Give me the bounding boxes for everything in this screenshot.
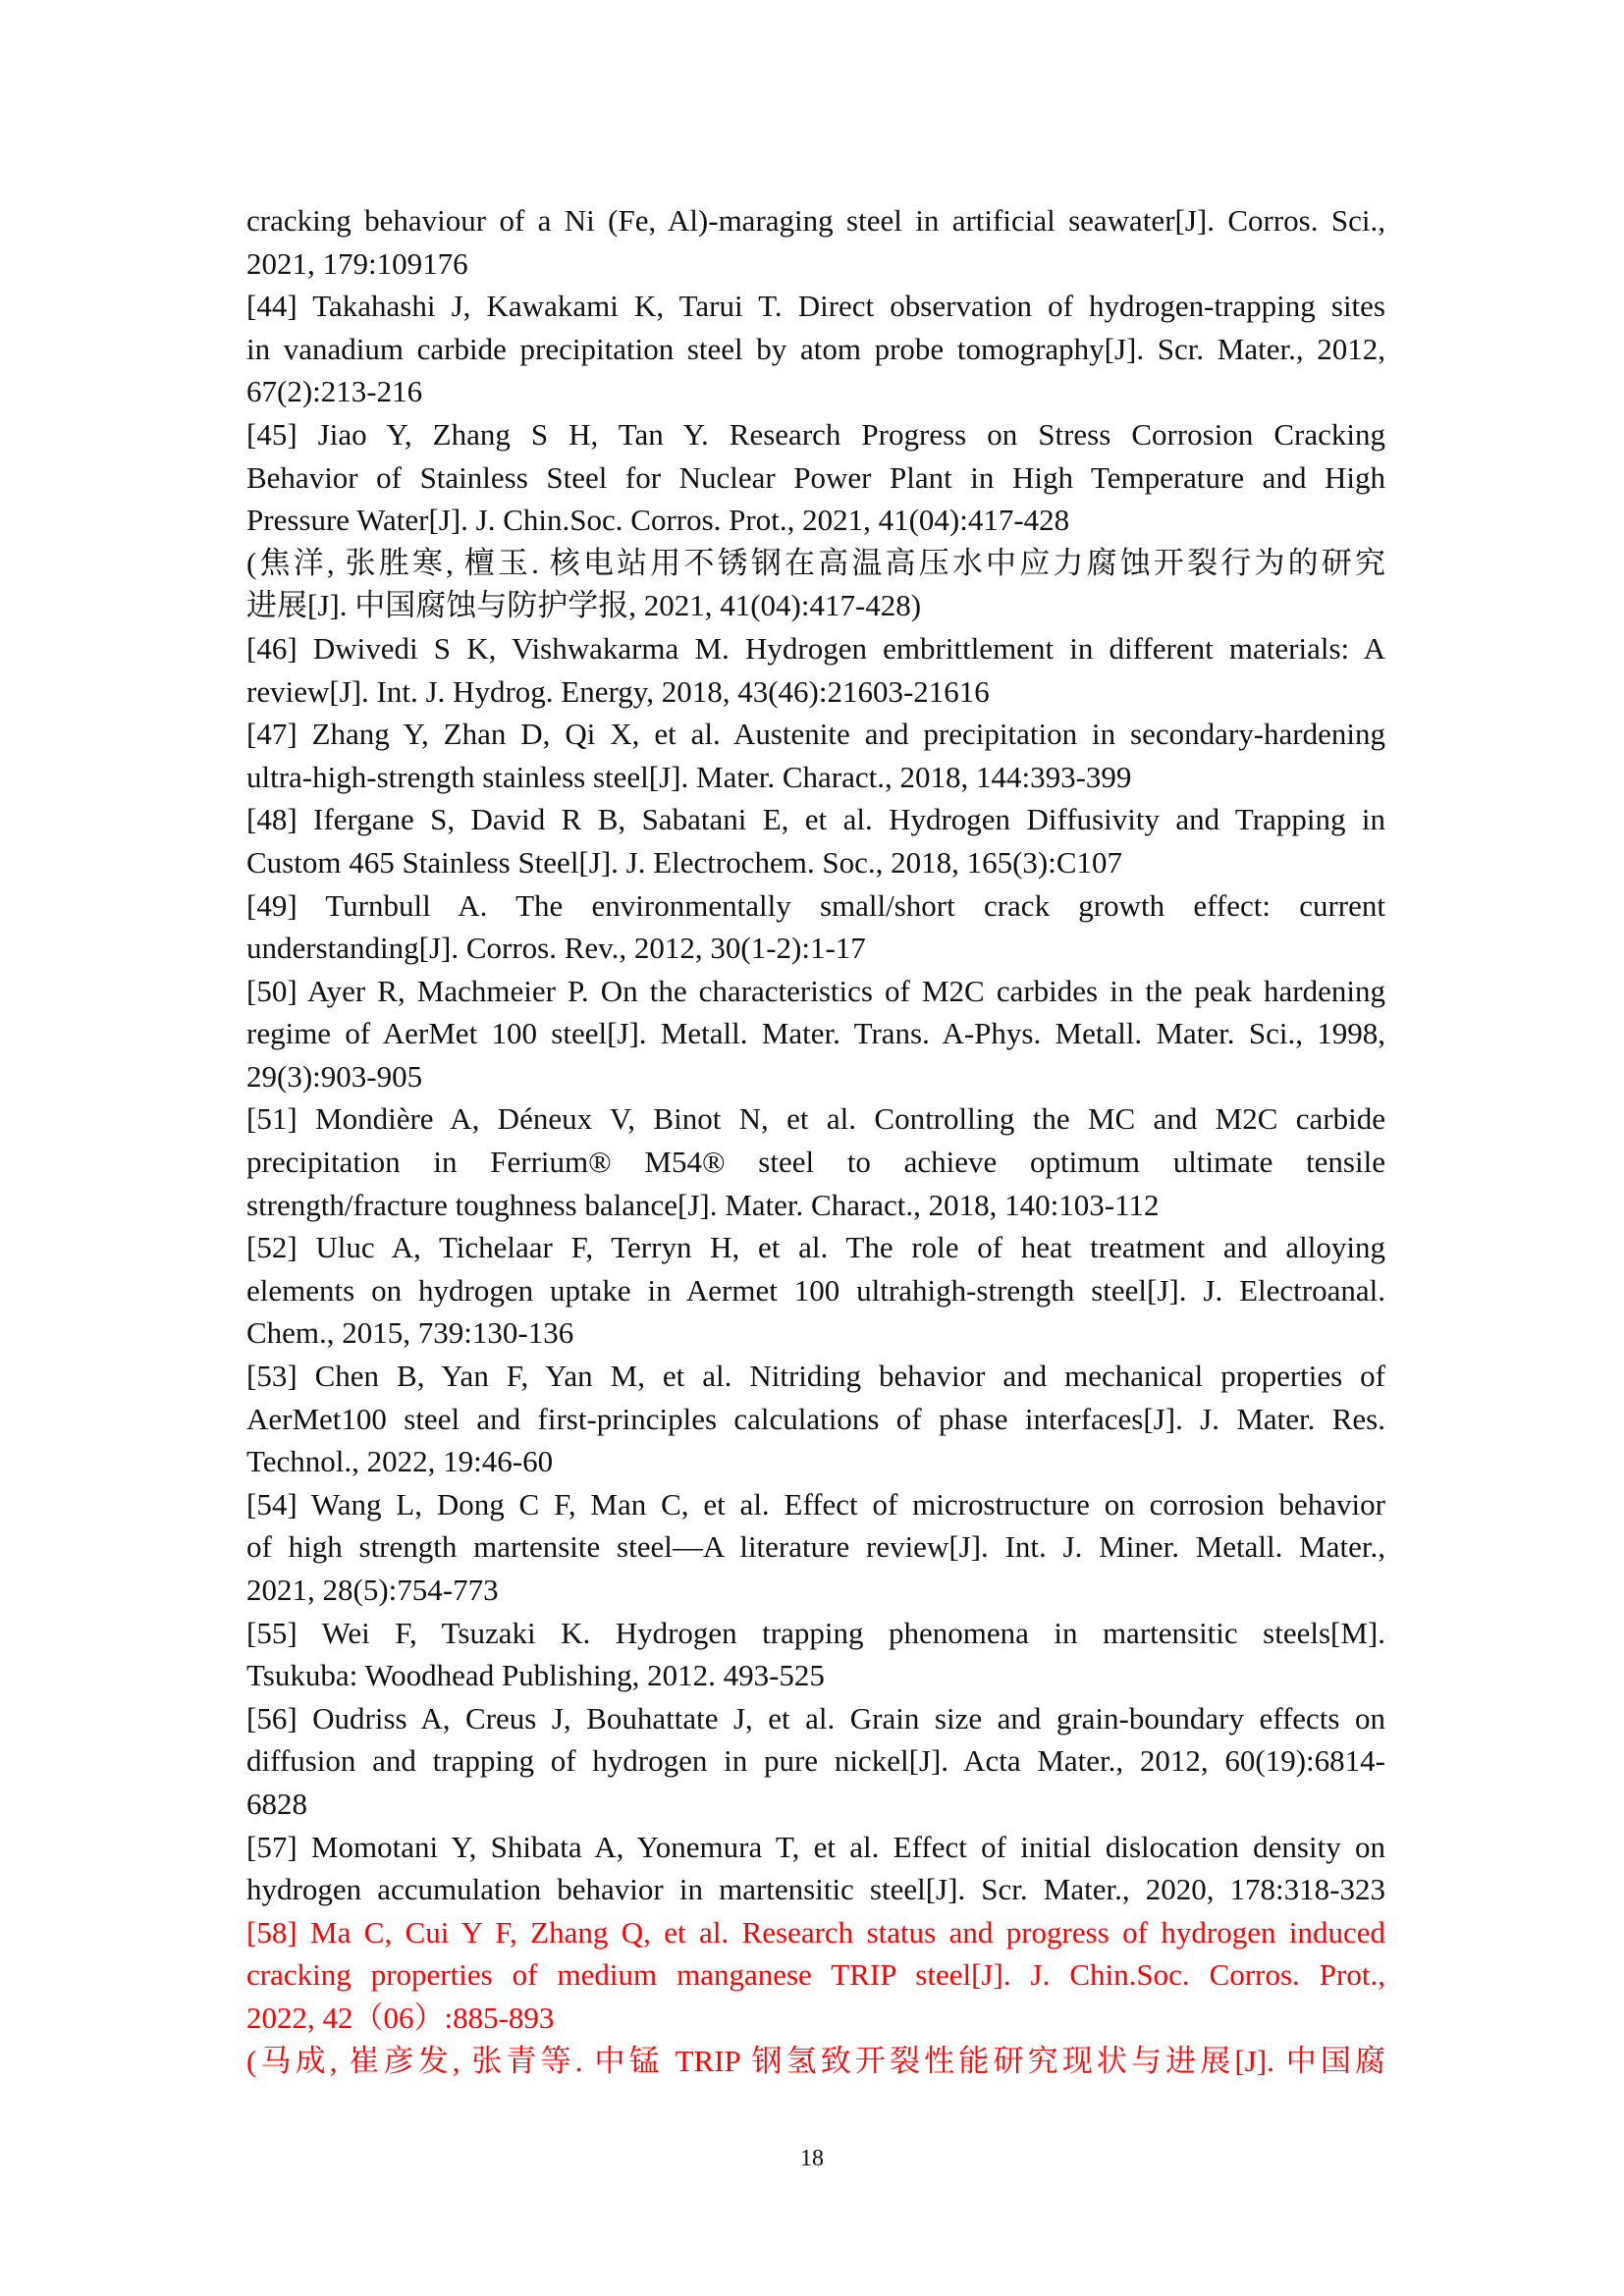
reference-line: [44] Takahashi J, Kawakami K, Tarui T. Direct observation of hydrogen-trapping sites bbox=[246, 289, 1385, 324]
reference-line: regime of AerMet 100 steel[J]. Metall. Mater. Trans. A-Phys. Metall. Mater. Sci., 1998, bbox=[246, 1016, 1385, 1051]
reference-line: [48] Ifergane S, David R B, Sabatani E, et al. Hydrogen Diffusivity and Trapping in bbox=[246, 802, 1385, 837]
reference-line: precipitation in Ferrium® M54® steel to achieve optimum ultimate tensile bbox=[246, 1145, 1385, 1180]
reference-line: 2021, 28(5):754-773 bbox=[246, 1573, 499, 1607]
reference-line: understanding[J]. Corros. Rev., 2012, 30(1-2):1-17 bbox=[246, 931, 866, 966]
reference-line: [55] Wei F, Tsuzaki K. Hydrogen trapping phenomena in martensitic steels[M]. bbox=[246, 1615, 1385, 1650]
reference-line: hydrogen accumulation behavior in martensitic steel[J]. Scr. Mater., 2020, 178:318-323 bbox=[246, 1872, 1385, 1907]
reference-line: cracking behaviour of a Ni (Fe, Al)-maraging steel in artificial seawater[J]. Corros. Sci., bbox=[246, 203, 1385, 238]
reference-line: [51] Mondière A, Déneux V, Binot N, et al. Controlling the MC and M2C carbide bbox=[246, 1101, 1385, 1137]
reference-line: Custom 465 Stainless Steel[J]. J. Electrochem. Soc., 2018, 165(3):C107 bbox=[246, 844, 1123, 880]
reference-line: in vanadium carbide precipitation steel by atom probe tomography[J]. Scr. Mater., 2012, bbox=[246, 331, 1385, 366]
reference-line: review[J]. Int. J. Hydrog. Energy, 2018, 43(46):21603-21616 bbox=[246, 673, 990, 709]
reference-line: 29(3):903-905 bbox=[246, 1058, 423, 1094]
reference-line: [50] Ayer R, Machmeier P. On the characteristics of M2C carbides in the peak hardening bbox=[246, 973, 1385, 1008]
reference-line: [56] Oudriss A, Creus J, Bouhattate J, et al. Grain size and grain-boundary effects on bbox=[246, 1700, 1385, 1735]
reference-line: Chem., 2015, 739:130-136 bbox=[246, 1315, 574, 1351]
reference-line: [46] Dwivedi S K, Vishwakarma M. Hydrogen embrittlement in different materials: A bbox=[246, 630, 1385, 666]
reference-line: [49] Turnbull A. The environmentally small/short crack growth effect: current bbox=[246, 887, 1385, 923]
page-number: 18 bbox=[800, 2146, 824, 2171]
reference-line: 67(2):213-216 bbox=[246, 374, 423, 409]
highlighted-reference-line: [58] Ma C, Cui Y F, Zhang Q, et al. Research status and progress of hydrogen induced bbox=[246, 1914, 1385, 1949]
reference-list bbox=[246, 199, 1385, 2082]
reference-line: Technol., 2022, 19:46-60 bbox=[246, 1444, 554, 1479]
reference-line: 6828 bbox=[246, 1786, 307, 1821]
reference-line: of high strength martensite steel—A literature review[J]. Int. J. Miner. Metall. Mater., bbox=[246, 1529, 1385, 1565]
highlighted-reference-line: (马成, 崔彦发, 张青等. 中锰 TRIP 钢氢致开裂性能研究现状与进展[J]. 中国腐 bbox=[246, 2043, 1385, 2078]
highlighted-reference-line: cracking properties of medium manganese TRIP steel[J]. J. Chin.Soc. Corros. Prot., bbox=[246, 1957, 1385, 1993]
reference-line: Pressure Water[J]. J. Chin.Soc. Corros. Prot., 2021, 41(04):417-428 bbox=[246, 503, 1070, 538]
reference-line: [54] Wang L, Dong C F, Man C, et al. Effect of microstructure on corrosion behavior bbox=[246, 1486, 1385, 1522]
reference-line: [45] Jiao Y, Zhang S H, Tan Y. Research Progress on Stress Corrosion Cracking bbox=[246, 416, 1385, 452]
reference-line: 进展[J]. 中国腐蚀与防护学报, 2021, 41(04):417-428) bbox=[246, 588, 922, 623]
reference-line: (焦洋, 张胜寒, 檀玉. 核电站用不锈钢在高温高压水中应力腐蚀开裂行为的研究 bbox=[246, 545, 1385, 580]
reference-line: elements on hydrogen uptake in Aermet 100 ultrahigh-strength steel[J]. J. Electroanal. bbox=[246, 1272, 1385, 1308]
reference-line: Behavior of Stainless Steel for Nuclear Power Plant in High Temperature and High bbox=[246, 459, 1385, 495]
reference-line: [52] Uluc A, Tichelaar F, Terryn H, et al. The role of heat treatment and alloying bbox=[246, 1230, 1385, 1265]
highlighted-reference-line: 2022, 42（06）:885-893 bbox=[246, 2000, 555, 2035]
reference-line: diffusion and trapping of hydrogen in pure nickel[J]. Acta Mater., 2012, 60(19):6814- bbox=[246, 1743, 1385, 1779]
reference-line: strength/fracture toughness balance[J]. Mater. Charact., 2018, 140:103-112 bbox=[246, 1187, 1160, 1222]
reference-line: Tsukuba: Woodhead Publishing, 2012. 493-525 bbox=[246, 1658, 825, 1693]
reference-line: AerMet100 steel and first-principles calculations of phase interfaces[J]. J. Mater. Res. bbox=[246, 1401, 1385, 1436]
reference-line: [53] Chen B, Yan F, Yan M, et al. Nitriding behavior and mechanical properties of bbox=[246, 1359, 1385, 1394]
reference-line: [47] Zhang Y, Zhan D, Qi X, et al. Austenite and precipitation in secondary-hardening bbox=[246, 717, 1385, 752]
reference-line: ultra-high-strength stainless steel[J]. Mater. Charact., 2018, 144:393-399 bbox=[246, 759, 1132, 794]
reference-line: 2021, 179:109176 bbox=[246, 245, 468, 281]
reference-line: [57] Momotani Y, Shibata A, Yonemura T, et al. Effect of initial dislocation density on bbox=[246, 1829, 1385, 1864]
